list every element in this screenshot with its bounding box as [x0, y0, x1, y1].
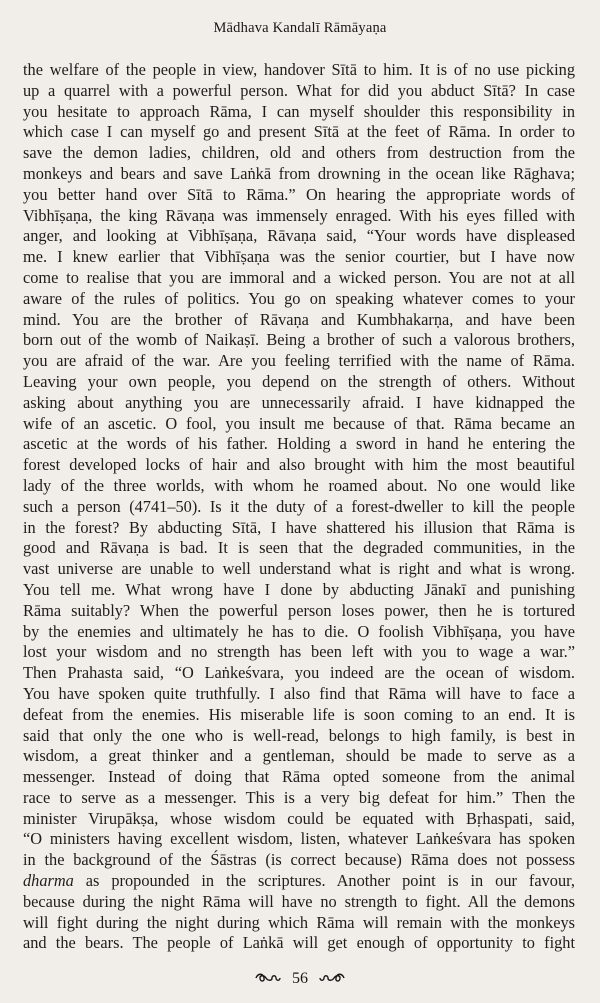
- text-segment: messenger. Instead of doing that Rāma opted someone from the animal: [23, 767, 575, 787]
- text-segment: save the demon ladies, children, old and others from destruction from the: [23, 143, 575, 163]
- text-line: [23, 788, 575, 809]
- text-segment: defeat from the enemies. His miserable life is soon coming to an end. It is: [23, 704, 575, 724]
- text-line: [23, 164, 575, 185]
- text-segment: born out of the womb of Naikaṣī. Being a brother of such a valorous brothers,: [23, 330, 575, 350]
- text-line: [23, 538, 575, 559]
- text-segment: and the bears. The people of Laṅkā will get enough of opportunity to fight: [23, 933, 575, 953]
- text-segment: good and Rāvaṇa is bad. It is seen that the degraded communities, in the: [23, 538, 575, 558]
- text-segment: such a person (4741–50). Is it the duty of a forest-dweller to kill the people: [23, 496, 575, 516]
- text-line: [23, 185, 575, 206]
- text-line: [23, 559, 575, 580]
- text-line: [23, 726, 575, 747]
- text-segment: Then Prahasta said, “O Laṅkeśvara, you indeed are the ocean of wisdom.: [23, 663, 575, 683]
- text-segment: Leaving your own people, you depend on the strength of others. Without: [23, 371, 575, 391]
- text-segment: the welfare of the people in view, handover Sītā to him. It is of no use picking: [23, 60, 575, 79]
- text-line: [23, 226, 575, 247]
- text-line: [23, 60, 575, 81]
- text-line: [23, 892, 575, 913]
- text-segment: you better hand over Sītā to Rāma.” On hearing the appropriate words of: [23, 184, 575, 204]
- text-segment: monkeys and bears and save Laṅkā from drowning in the ocean like Rāghava;: [23, 163, 575, 183]
- text-line: [23, 393, 575, 414]
- text-line: [23, 81, 575, 102]
- running-header: Mādhava Kandalī Rāmāyaṇa: [213, 20, 387, 36]
- text-line: [23, 809, 575, 830]
- text-line: [23, 143, 575, 164]
- text-segment: minister Virupākṣa, whose wisdom could be equated with Bṛhaspati, said,: [23, 808, 575, 828]
- text-line: [23, 455, 575, 476]
- ornament-left-icon: [254, 973, 282, 983]
- ornament-right-icon: [318, 973, 346, 983]
- text-segment: asking about anything you are unnecessarily afraid. I have kidnapped the: [23, 392, 575, 412]
- text-line: [23, 913, 575, 934]
- text-segment: Rāma suitably? When the powerful person loses power, then he is tortured: [23, 600, 575, 620]
- text-segment: by the enemies and ultimately he has to die. O foolish Vibhīṣaṇa, you have: [23, 621, 575, 641]
- text-segment: race to serve as a messenger. This is a very big defeat for him.” Then the: [23, 787, 575, 807]
- text-line: [23, 434, 575, 455]
- text-segment: will fight during the night during which Rāma will remain with the monkeys: [23, 912, 575, 932]
- text-segment: mind. You are the brother of Rāvaṇa and Kumbhakarṇa, and have been: [23, 309, 575, 329]
- text-segment: which case I can myself go and present Sītā at the feet of Rāma. In order to: [23, 122, 575, 142]
- text-line: [23, 330, 575, 351]
- text-line: [23, 829, 575, 850]
- text-line: [23, 933, 575, 954]
- text-segment: in the forest? By abducting Sītā, I have shattered his illusion that Rāma is: [23, 517, 575, 537]
- text-line: [23, 580, 575, 601]
- text-segment: wife of an ascetic. O fool, you insult me because of that. Rāma became an: [23, 413, 575, 433]
- text-segment: come to realise that you are immoral and a wicked person. You are not at all: [23, 267, 575, 287]
- text-segment: said that only the one who is well-read, belongs to high family, is best in: [23, 725, 575, 745]
- text-segment: because during the night Rāma will have no strength to fight. All the demons: [23, 891, 575, 911]
- text-line: [23, 206, 575, 227]
- italic-term: dharma: [23, 871, 74, 891]
- text-line: [23, 622, 575, 643]
- text-segment: lady of the three worlds, with whom he roamed about. No one would like: [23, 475, 575, 495]
- text-line: [23, 497, 575, 518]
- text-line: [23, 746, 575, 767]
- text-segment: lost your wisdom and no strength has been left with you to wage a war.”: [23, 642, 575, 662]
- page-footer: [0, 970, 600, 988]
- text-line: [23, 518, 575, 539]
- text-segment: vast universe are unable to well understand what is right and what is wrong.: [23, 559, 575, 579]
- text-line: [23, 289, 575, 310]
- text-line: [23, 767, 575, 788]
- text-line: [23, 476, 575, 497]
- text-line: [23, 871, 575, 892]
- text-segment: You tell me. What wrong have I done by abducting Jānakī and punishing: [23, 579, 575, 599]
- text-segment: me. I knew earlier that Vibhīṣaṇa was the senior courtier, but I have now: [23, 247, 575, 267]
- text-line: [23, 102, 575, 123]
- page-number: 56: [292, 970, 308, 987]
- text-line: [23, 122, 575, 143]
- text-segment: you are afraid of the war. Are you feeling terrified with the name of Rāma.: [23, 351, 575, 371]
- text-line: [23, 310, 575, 331]
- text-line: [23, 351, 575, 372]
- text-segment: you hesitate to approach Rāma, I can myself shoulder this responsibility in: [23, 101, 575, 121]
- text-segment: “O ministers having excellent wisdom, listen, whatever Laṅkeśvara has spoken: [23, 829, 575, 849]
- body-text: [23, 60, 575, 954]
- text-line: [23, 705, 575, 726]
- text-segment: in the background of the Śāstras (is correct because) Rāma does not possess: [23, 850, 575, 870]
- text-line: [23, 372, 575, 393]
- text-segment: aware of the rules of politics. You go on speaking whatever comes to your: [23, 288, 575, 308]
- text-line: [23, 247, 575, 268]
- text-segment: wisdom, a great thinker and a gentleman, should be made to serve as a: [23, 746, 575, 766]
- text-line: [23, 268, 575, 289]
- text-segment: ascetic at the words of his father. Holding a sword in hand he entering the: [23, 434, 575, 454]
- text-line: [23, 684, 575, 705]
- text-line: [23, 601, 575, 622]
- text-segment: Vibhīṣaṇa, the king Rāvaṇa was immensely enraged. With his eyes filled with: [23, 205, 575, 225]
- text-line: [23, 642, 575, 663]
- text-segment: as propounded in the scriptures. Another point is in our favour,: [73, 871, 575, 891]
- text-segment: forest developed locks of hair and also brought with him the most beautiful: [23, 455, 575, 475]
- text-segment: up a quarrel with a powerful person. What for did you abduct Sītā? In case: [23, 80, 575, 100]
- text-line: [23, 414, 575, 435]
- text-line: [23, 850, 575, 871]
- text-line: [23, 663, 575, 684]
- text-segment: anger, and looking at Vibhīṣaṇa, Rāvaṇa said, “Your words have displeased: [23, 226, 575, 246]
- text-segment: You have spoken quite truthfully. I also find that Rāma will have to face a: [23, 683, 575, 703]
